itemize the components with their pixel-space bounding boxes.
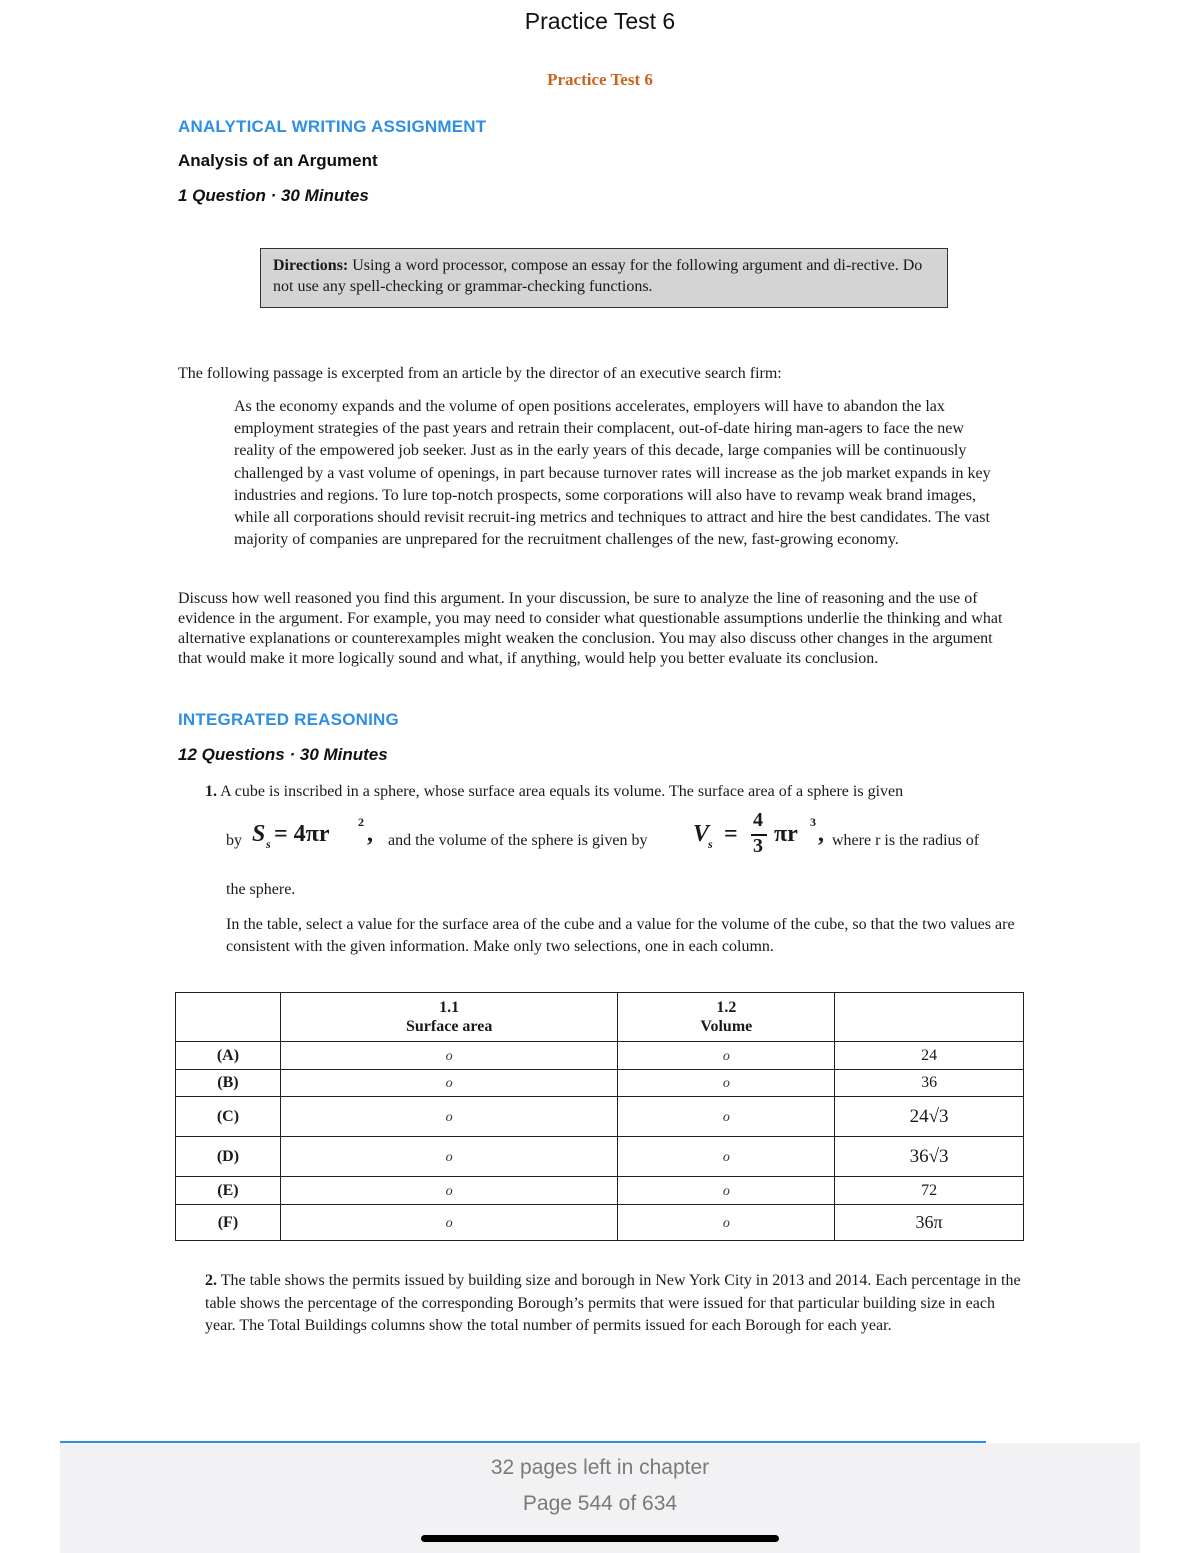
q1-where-text: where r is the radius of bbox=[832, 832, 980, 849]
formula-pi-r: πr bbox=[774, 821, 798, 847]
q1-by: by bbox=[226, 832, 242, 849]
surface-area-radio-a[interactable]: o bbox=[280, 1042, 618, 1070]
q1-line3: the sphere. bbox=[226, 881, 296, 898]
surface-area-radio-d[interactable]: o bbox=[280, 1137, 618, 1177]
table-row bbox=[176, 1177, 1024, 1205]
table-row bbox=[176, 1097, 1024, 1137]
row-label: (F) bbox=[176, 1205, 281, 1241]
passage-intro: The following passage is excerpted from an article by the director of an executive search firm: bbox=[178, 365, 782, 382]
volume-radio-c[interactable]: o bbox=[618, 1097, 835, 1137]
directions-box bbox=[260, 248, 948, 308]
surface-area-radio-c[interactable]: o bbox=[280, 1097, 618, 1137]
row-label: (B) bbox=[176, 1070, 281, 1097]
surface-area-radio-b[interactable]: o bbox=[280, 1070, 618, 1097]
formula-s-rhs: = 4πr bbox=[274, 821, 330, 847]
q1-answer-table bbox=[175, 992, 1024, 1241]
reading-progress-bar[interactable] bbox=[60, 1441, 986, 1443]
formula-v: V bbox=[693, 821, 710, 847]
formula-s-sub: s bbox=[266, 837, 271, 851]
table-row bbox=[176, 1205, 1024, 1241]
volume-radio-b[interactable]: o bbox=[618, 1070, 835, 1097]
volume-radio-a[interactable]: o bbox=[618, 1042, 835, 1070]
formula-v-eq: = bbox=[724, 821, 738, 847]
formula-v-sup: 3 bbox=[810, 815, 816, 829]
row-value: 36 bbox=[835, 1070, 1024, 1097]
home-indicator[interactable] bbox=[421, 1535, 779, 1542]
directions-text: Using a word processor, compose an essay for the following argument and di-rective. Do not use any spell-checking or grammar-checking functions. bbox=[273, 257, 923, 295]
table-row bbox=[176, 1042, 1024, 1070]
q2-text: The table shows the permits issued by building size and borough in New York City in 2013 and 2014. Each percentage in the table shows the percentage of the corresponding Borough’s permits that were issued for that particular building size in each year. The Total Buildings columns show the total number of permits issued for each Borough for each year. bbox=[205, 1272, 1021, 1334]
header-values bbox=[835, 993, 1024, 1042]
surface-area-radio-f[interactable]: o bbox=[280, 1205, 618, 1241]
table-header-row bbox=[176, 993, 1024, 1042]
row-label: (E) bbox=[176, 1177, 281, 1205]
running-head: Practice Test 6 bbox=[547, 70, 653, 89]
formula-frac-den: 3 bbox=[753, 835, 763, 857]
formula-s-comma: , bbox=[367, 821, 373, 847]
formula-s-sup: 2 bbox=[358, 815, 364, 829]
row-label: (D) bbox=[176, 1137, 281, 1177]
page-indicator[interactable]: Page 544 of 634 bbox=[522, 1492, 678, 1515]
row-value: 72 bbox=[835, 1177, 1024, 1205]
q1-number: 1. bbox=[205, 783, 217, 800]
section-subtitle: Analysis of an Argument bbox=[178, 151, 378, 170]
formula-frac-num: 4 bbox=[753, 809, 763, 831]
discussion-prompt: Discuss how well reasoned you find this argument. In your discussion, be sure to analyze the line of reasoning and the use of evidence in the argument. For example, you may need to consider what questionable assumptions underlie the thinking and what alternative explanations or counterexamples might weaken the conclusion. You may also discuss other changes in the argument that would make it more logically sound and what, if anything, would help you better evaluate its conclusion. bbox=[178, 590, 1003, 667]
pages-left-label: 32 pages left in chapter bbox=[490, 1456, 710, 1479]
section-meta: 1 Question · 30 Minutes bbox=[178, 186, 369, 205]
passage-quote: As the economy expands and the volume of open positions accelerates, employers will have to abandon the lax employment strategies of the past years and retrain their complacent, out-of-date hiring man-agers to face the new reality of the empowered job seeker. Just as in the early years of this decade, large companies will be continuously challenged by a vast volume of openings, in part because turnover rates will increase as the job market expands in key industries and regions. To lure top-notch prospects, some corporations will also have to revamp weak brand images, while all corporations should revisit recruit-ing metrics and techniques to attract and hire the best candidates. The vast majority of companies are unprepared for the recruitment challenges of the new, fast-growing economy. bbox=[234, 398, 991, 549]
formula-s: S bbox=[252, 821, 266, 847]
q1-line1 bbox=[205, 782, 1025, 802]
row-value: 36π bbox=[835, 1205, 1024, 1241]
table-row bbox=[176, 1137, 1024, 1177]
row-value: 36√3 bbox=[835, 1137, 1024, 1177]
section-title-writing: ANALYTICAL WRITING ASSIGNMENT bbox=[178, 117, 487, 136]
directions-label: Directions: bbox=[273, 257, 349, 274]
q1-text: A cube is inscribed in a sphere, whose surface area equals its volume. The surface area of a sphere is given bbox=[217, 783, 904, 800]
header-blank bbox=[176, 993, 281, 1042]
q1-mid-text: and the volume of the sphere is given by bbox=[388, 832, 648, 849]
section-title-integrated: INTEGRATED REASONING bbox=[178, 710, 399, 729]
formula-v-comma: , bbox=[818, 821, 824, 847]
volume-radio-f[interactable]: o bbox=[618, 1205, 835, 1241]
q2-text-block bbox=[205, 1270, 1025, 1338]
table-row bbox=[176, 1070, 1024, 1097]
volume-radio-e[interactable]: o bbox=[618, 1177, 835, 1205]
row-value: 24 bbox=[835, 1042, 1024, 1070]
q2-number: 2. bbox=[205, 1272, 217, 1289]
surface-area-radio-e[interactable]: o bbox=[280, 1177, 618, 1205]
row-value: 24√3 bbox=[835, 1097, 1024, 1137]
q1-formula-line bbox=[226, 809, 1026, 863]
header-volume: 1.2 Volume bbox=[618, 993, 835, 1042]
row-label: (C) bbox=[176, 1097, 281, 1137]
section-meta-integrated: 12 Questions · 30 Minutes bbox=[178, 745, 388, 764]
header-surface-area: 1.1 Surface area bbox=[280, 993, 618, 1042]
row-label: (A) bbox=[176, 1042, 281, 1070]
nav-title: Practice Test 6 bbox=[524, 8, 676, 34]
q1-instructions: In the table, select a value for the surface area of the cube and a value for the volume of the cube, so that the two values are consistent with the given information. Make only two selections, one in each column. bbox=[226, 916, 1015, 955]
volume-radio-d[interactable]: o bbox=[618, 1137, 835, 1177]
formula-v-sub: s bbox=[708, 837, 713, 851]
